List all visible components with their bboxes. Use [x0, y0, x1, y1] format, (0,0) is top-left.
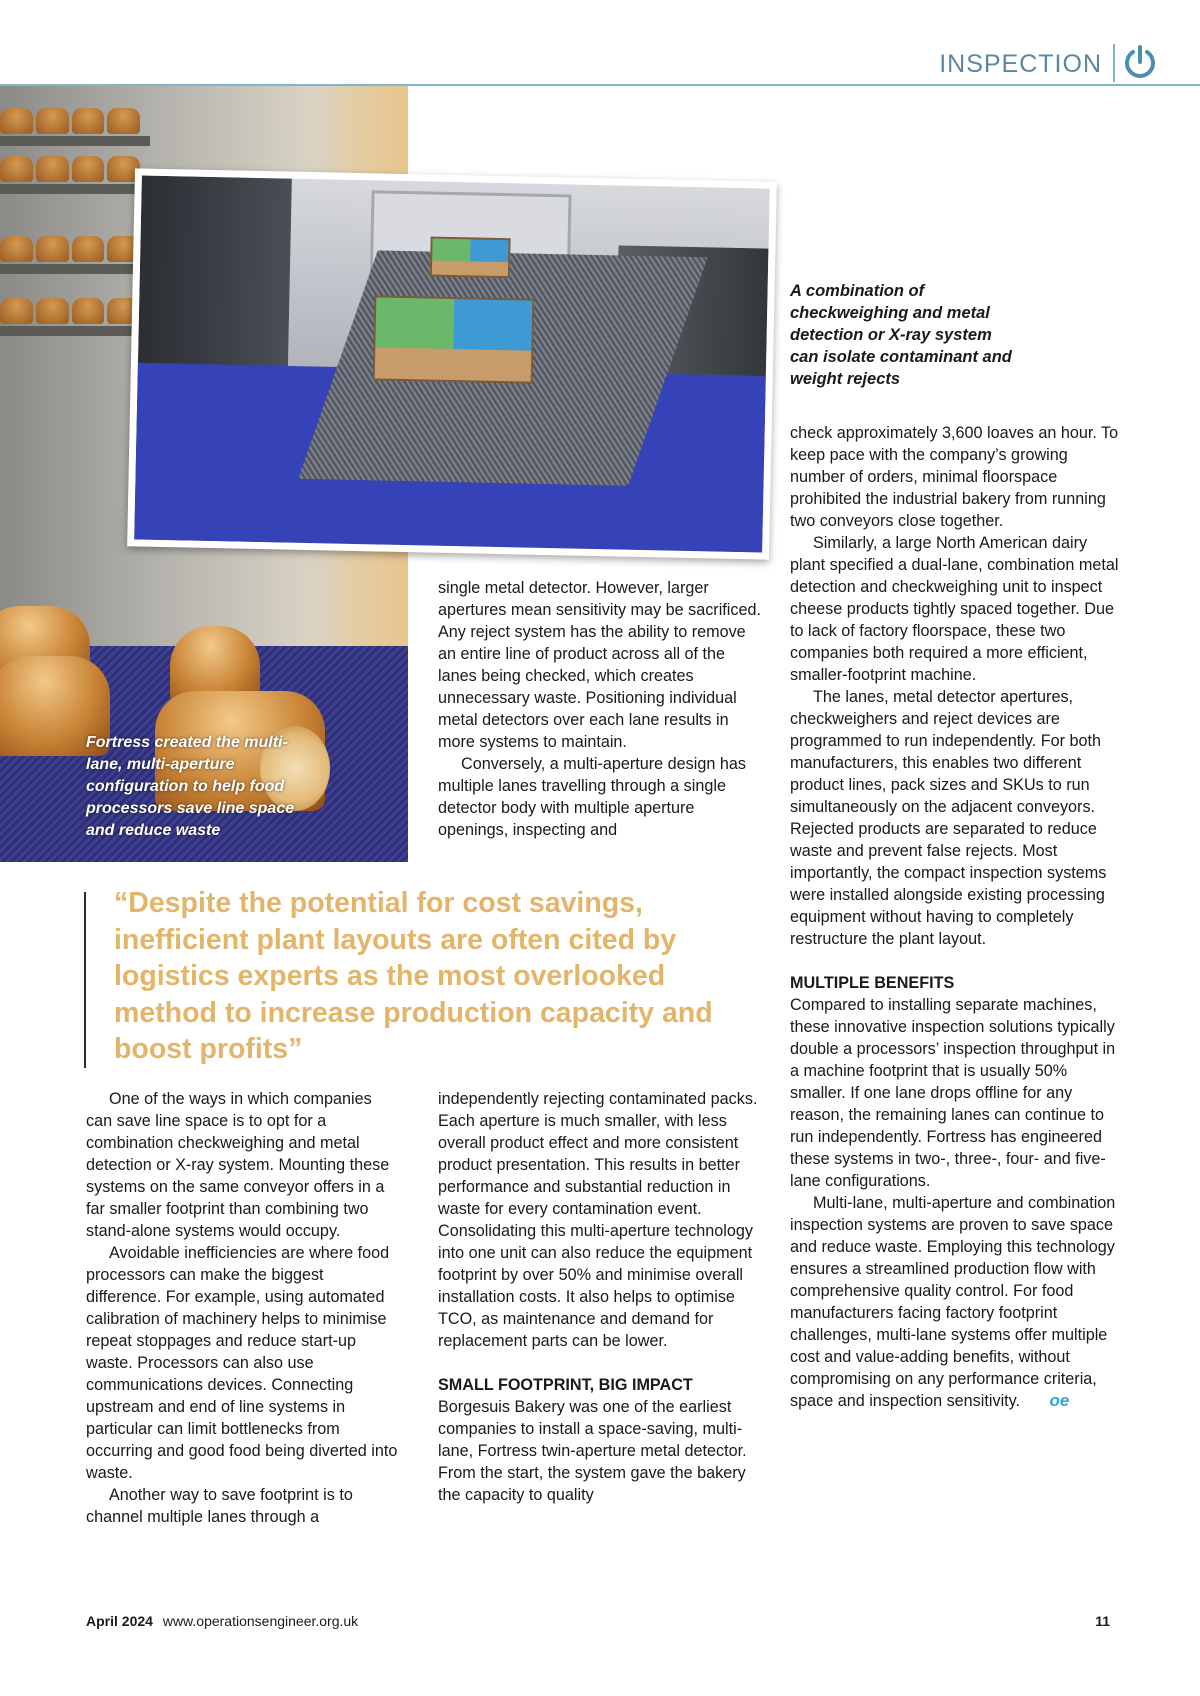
inspection-conveyor-photo	[127, 168, 777, 559]
body-text: Multi-lane, multi-aperture and combination inspection systems are proven to save space and reduce waste. Employing this technology ensures a streamlined production flow with comprehensive quality control. For food manufacturers facing factory footprint challenges, multi-lane systems offer multiple cost and value-adding benefits, without compromising on any performance criteria, space and inspection sensitivity.	[790, 1194, 1116, 1410]
body-paragraph: The lanes, metal detector apertures, checkweighers and reject devices are programmed to run independently. For both manufacturers, this enables two different product lines, pack sizes and SKUs to run simultaneously on the adjacent conveyors. Rejected products are separated to reduce waste and prevent false rejects. Most importantly, the compact inspection systems were installed alongside existing processing equipment without having to completely restructure the plant layout.	[790, 688, 1107, 948]
footer	[86, 1613, 358, 1629]
header-divider	[1113, 44, 1115, 82]
bread-rack-row	[0, 236, 140, 262]
rack-shelf	[0, 326, 150, 336]
subheading: SMALL FOOTPRINT, BIG IMPACT	[438, 1376, 693, 1394]
pull-quote: “Despite the potential for cost savings, inefficient plant layouts are often cited by logistics experts as the most overlooked method to increase production capacity and boost profits”	[114, 887, 713, 1065]
column-2-bottom	[438, 1088, 768, 1506]
issue-date: April 2024	[86, 1613, 153, 1629]
product-box	[430, 237, 511, 279]
website-url: www.operationsengineer.org.uk	[162, 1613, 359, 1629]
bread-rack-row	[0, 108, 140, 134]
caption-right: A combination of checkweighing and metal detection or X-ray system can isolate contaminant and weight rejects	[790, 282, 1012, 388]
rack-shelf	[0, 264, 150, 274]
body-paragraph: check approximately 3,600 loaves an hour. To keep pace with the company’s growing number of orders, minimal floorspace prohibited the industrial bakery from running two conveyors close together.	[790, 424, 1119, 530]
rack-shelf	[0, 184, 150, 194]
body-paragraph: Conversely, a multi-aperture design has multiple lanes travelling through a single detector body with multiple aperture openings, inspecting and	[438, 755, 746, 839]
page-number: 11	[1095, 1613, 1110, 1629]
column-2-top	[438, 577, 768, 841]
oe-logo-icon: oe	[1049, 1391, 1070, 1410]
bread-rack-row	[0, 156, 140, 182]
caption-left: Fortress created the multi-lane, multi-aperture configuration to help food processors save line space and reduce waste	[86, 734, 295, 839]
body-paragraph	[790, 1192, 1120, 1412]
photo-scene	[134, 175, 769, 552]
body-paragraph: One of the ways in which companies can save line space is to opt for a combination checkweighing and metal detection or X-ray system. Mounting these systems on the same conveyor offers in a far smaller footprint than combining two stand-alone systems would occupy.	[86, 1090, 390, 1240]
body-paragraph: single metal detector. However, larger apertures mean sensitivity may be sacrificed. Any reject system has the ability to remove an entire line of product across all of the lanes being checked, which creates unnecessary waste. Positioning individual metal detectors over each lane results in more systems to maintain.	[438, 579, 761, 751]
power-icon	[1122, 44, 1158, 80]
body-paragraph: Similarly, a large North American dairy plant specified a dual-lane, combination metal detection and checkweighing unit to inspect cheese products tightly spaced together. Due to lack of factory floorspace, these two companies both required a more efficient, smaller-footprint machine.	[790, 534, 1119, 684]
rack-shelf	[0, 136, 150, 146]
body-paragraph: Avoidable inefficiencies are where food processors can make the biggest difference. For example, using automated calibration of machinery helps to minimise repeat stoppages and reduce start-up waste. Processors can also use communications devices. Connecting upstream and end of line systems in particular can limit bottlenecks from occurring and good food being diverted into waste.	[86, 1244, 398, 1482]
section-label: INSPECTION	[939, 50, 1102, 78]
product-box	[373, 295, 535, 383]
bread-rack-row	[0, 298, 140, 324]
body-paragraph: Borgesuis Bakery was one of the earliest companies to install a space-saving, multi-lane, Fortress twin-aperture metal detector. From the start, the system gave the bakery the capacity to quality	[438, 1398, 747, 1504]
body-paragraph: Another way to save footprint is to channel multiple lanes through a	[86, 1486, 353, 1526]
subheading: MULTIPLE BENEFITS	[790, 974, 955, 992]
quote-bar	[84, 892, 86, 1068]
column-1	[86, 1088, 402, 1528]
body-paragraph: independently rejecting contaminated packs. Each aperture is much smaller, with less overall product effect and more consistent product presentation. This results in better performance and substantial reduction in waste for every contamination event. Consolidating this multi-aperture technology into one unit can also reduce the equipment footprint by over 50% and minimise overall installation costs. It also helps to optimise TCO, as maintenance and demand for replacement parts can be lower.	[438, 1090, 758, 1350]
body-paragraph: Compared to installing separate machines, these innovative inspection solutions typically double a processors’ inspection throughput in a machine footprint that is usually 50% smaller. If one lane drops offline for any reason, the remaining lanes can continue to run independently. Fortress has engineered these systems in two-, three-, four- and five-lane configurations.	[790, 996, 1116, 1190]
column-3	[790, 422, 1120, 1412]
